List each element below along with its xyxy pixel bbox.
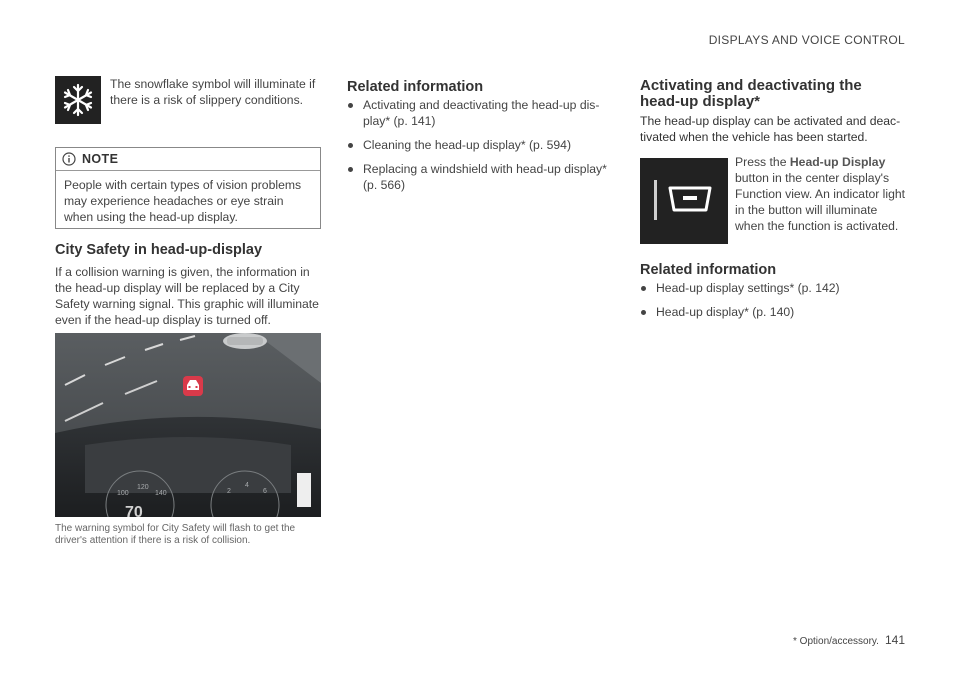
page-number: 141 [884, 633, 905, 647]
note-body: People with certain types of vision problems may experience headaches or eye strain when using the head-up display. [64, 178, 302, 224]
svg-text:2: 2 [227, 488, 231, 495]
related-info-list [347, 97, 613, 201]
page-footer [793, 633, 905, 647]
press-suffix: button in the center display's Function view. An indicator light in the button will illuminate when the function is activated. [735, 171, 906, 233]
svg-text:100: 100 [117, 490, 129, 497]
city-safety-alert [183, 376, 203, 396]
snowflake-symbol [55, 76, 101, 124]
svg-text:4: 4 [245, 482, 249, 489]
svg-text:6: 6 [263, 488, 267, 495]
info-icon [62, 152, 76, 166]
city-safety-heading: City Safety in head-up-display [55, 242, 263, 258]
snowflake-icon [60, 82, 96, 118]
section-header: DISPLAYS AND VOICE CONTROL [708, 33, 905, 47]
press-prefix: Press the [735, 155, 790, 169]
note-box [55, 147, 321, 229]
press-instruction [735, 154, 907, 234]
svg-text:120: 120 [137, 484, 149, 491]
option-footnote: * Option/accessory. [793, 636, 879, 647]
related-link[interactable]: Cleaning the head-up display* (p. 594) [347, 137, 613, 153]
related-link[interactable]: Head-up display* (p. 140) [640, 304, 906, 320]
note-label: NOTE [82, 152, 119, 166]
windshield-icon [670, 188, 710, 210]
hud-windshield-illustration [55, 333, 321, 517]
snowflake-description: The snowflake symbol will illuminate if there is a risk of slippery conditions. [110, 77, 316, 107]
svg-text:140: 140 [155, 490, 167, 497]
activation-intro: The head-up display can be activated and deac-tivated when the vehicle has been started. [640, 114, 901, 144]
head-up-display-button-name: Head-up Display [789, 155, 886, 169]
city-safety-image [55, 333, 321, 517]
related-info-heading: Related information [347, 79, 484, 95]
city-safety-body: If a collision warning is given, the information in the head-up display will be replaced by a City Safety warning signal. This graphic will illuminate even if the head-up display is turned off. [55, 265, 319, 327]
related-link[interactable]: Activating and deactivating the head-up dis-play* (p. 141) [347, 97, 613, 129]
related-info-heading-2: Related information [640, 262, 777, 278]
activation-heading: Activating and deactivating the head-up display* [640, 77, 862, 110]
image-caption: The warning symbol for City Safety will flash to get the driver's attention if there is a risk of collision. [55, 523, 296, 546]
head-up-display-button-image [640, 158, 728, 244]
related-info-list-2 [640, 280, 906, 328]
svg-text:70: 70 [125, 504, 143, 517]
related-link[interactable]: Replacing a windshield with head-up display* (p. 566) [347, 161, 613, 193]
note-header [56, 148, 320, 171]
related-link[interactable]: Head-up display settings* (p. 142) [640, 280, 906, 296]
